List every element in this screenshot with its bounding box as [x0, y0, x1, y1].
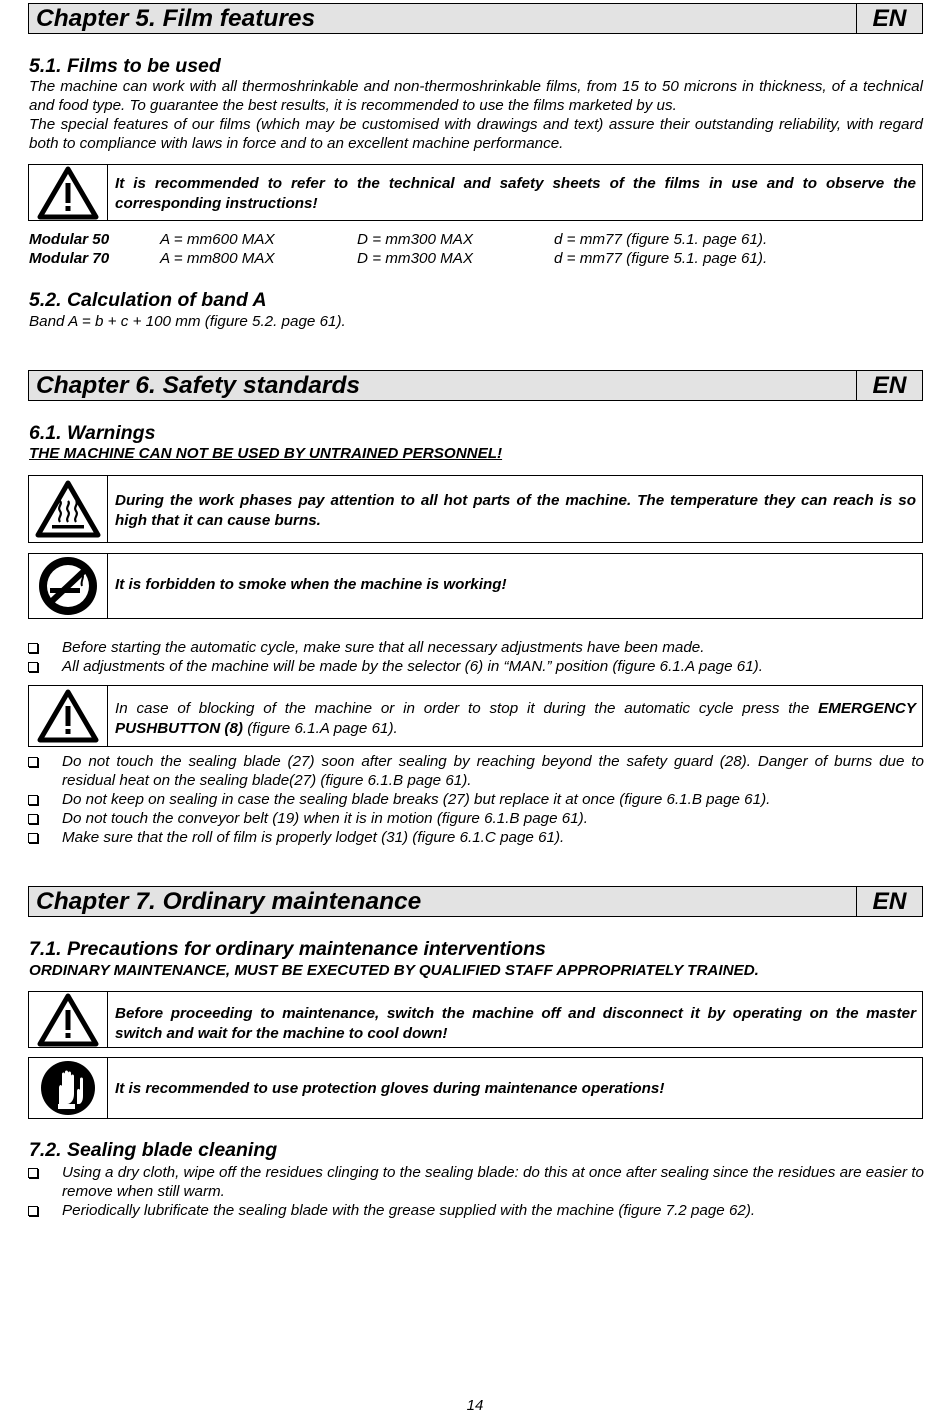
model-d-small: d = mm77 (figure 5.1. page 61).: [554, 250, 768, 267]
switch-off-box: [28, 991, 923, 1048]
model-a: A = mm600 MAX: [160, 231, 275, 248]
no-smoking-icon: [37, 555, 99, 617]
icon-cell: [29, 165, 108, 220]
list-item: [28, 638, 924, 657]
gloves-text: It is recommended to use protection gloves during maintenance operations!: [115, 1080, 665, 1097]
chapter-5-header: [28, 3, 923, 34]
emergency-text: In case of blocking of the machine or in order to stop it during the automatic cycle press the EMERGENCY PUSHBUTTON (8) (figure 6.1.A page 61).: [115, 700, 916, 737]
section-heading-7-1: 7.1. Precautions for ordinary maintenance interventions: [29, 938, 546, 960]
icon-cell: [29, 476, 108, 542]
bullet-checkbox-icon: [28, 1168, 38, 1178]
gloves-box: [28, 1057, 923, 1119]
language-code: EN: [856, 371, 922, 400]
model-a: A = mm800 MAX: [160, 250, 275, 267]
page-number: 14: [466, 1397, 484, 1414]
warning-triangle-icon: [37, 166, 99, 220]
no-smoking-box: [28, 553, 923, 619]
bullet-checkbox-icon: [28, 1206, 38, 1216]
emergency-pushbutton-label: EMERGENCY PUSHBUTTON (8): [115, 700, 916, 737]
hot-parts-box: [28, 475, 923, 543]
band-formula: Band A = b + c + 100 mm (figure 5.2. page 61).: [29, 313, 346, 330]
list-item-text: Do not keep on sealing in case the sealing blade breaks (27) but replace it at once (figure 6.1.B page 61).: [62, 791, 771, 808]
icon-cell: [29, 1058, 108, 1118]
list-item: [28, 1163, 924, 1201]
model-row: [29, 249, 923, 268]
icon-cell: [29, 686, 108, 746]
model-d-big: D = mm300 MAX: [357, 250, 474, 267]
list-item-text: Make sure that the roll of film is properly lodget (31) (figure 6.1.C page 61).: [62, 829, 565, 846]
chapter-title: Chapter 7. Ordinary maintenance: [36, 888, 422, 915]
list-item-text: All adjustments of the machine will be made by the selector (6) in “MAN.” position (figure 6.1.A page 61).: [62, 658, 763, 675]
list-item-text: Do not touch the conveyor belt (19) when it is in motion (figure 6.1.B page 61).: [62, 810, 588, 827]
paragraph: The machine can work with all thermoshrinkable and non-thermoshrinkable films, from 15 to 50 microns in thickness, of a technical and food type. To guarantee the best results, it is recommended to use the films marketed by us.: [29, 78, 923, 114]
icon-cell: [29, 554, 108, 618]
section-heading-6-1: 6.1. Warnings: [29, 422, 156, 444]
model-row: [29, 230, 923, 249]
warning-text: It is recommended to refer to the technical and safety sheets of the films in use and to observe the corresponding instructions!: [115, 175, 916, 212]
gloves-icon: [40, 1060, 96, 1116]
list-item: [28, 657, 924, 676]
model-d-big: D = mm300 MAX: [357, 231, 474, 248]
hot-parts-text: During the work phases pay attention to all hot parts of the machine. The temperature they can reach is so high that it can cause burns.: [115, 492, 916, 529]
list-item-text: Using a dry cloth, wipe off the residues clinging to the sealing blade: do this at once after sealing since the residues are easier to remove when still warm.: [62, 1164, 924, 1200]
warning-box: [28, 164, 923, 221]
list-item: [28, 790, 924, 809]
bullet-checkbox-icon: [28, 795, 38, 805]
model-name: Modular 70: [29, 250, 110, 267]
no-smoking-text: It is forbidden to smoke when the machine is working!: [115, 576, 507, 593]
chapter-7-header: [28, 886, 923, 917]
list-item: [28, 828, 924, 847]
model-d-small: d = mm77 (figure 5.1. page 61).: [554, 231, 768, 248]
emergency-box: [28, 685, 923, 747]
paragraph: The special features of our films (which may be customised with drawings and text) assure their outstanding reliability, with regard both to compliance with laws in force and to an excellent machine performance.: [29, 116, 923, 152]
icon-cell: [29, 992, 108, 1047]
untrained-warning: THE MACHINE CAN NOT BE USED BY UNTRAINED PERSONNEL!: [29, 445, 503, 462]
list-item: [28, 809, 924, 828]
list-item: [28, 752, 924, 790]
list-item: [28, 1201, 924, 1220]
section-heading-5-1: 5.1. Films to be used: [29, 55, 221, 77]
list-item-text: Before starting the automatic cycle, make sure that all necessary adjustments have been made.: [62, 639, 705, 656]
bullet-checkbox-icon: [28, 662, 38, 672]
bullet-checkbox-icon: [28, 757, 38, 767]
bullet-checkbox-icon: [28, 833, 38, 843]
language-code: EN: [856, 4, 922, 33]
bullet-checkbox-icon: [28, 643, 38, 653]
qualified-staff-notice: ORDINARY MAINTENANCE, MUST BE EXECUTED BY QUALIFIED STAFF APPROPRIATELY TRAINED.: [29, 962, 759, 979]
warning-triangle-icon: [37, 993, 99, 1047]
section-heading-5-2: 5.2. Calculation of band A: [29, 289, 267, 311]
list-item-text: Periodically lubrificate the sealing blade with the grease supplied with the machine (figure 7.2 page 62).: [62, 1202, 756, 1219]
switch-off-text: Before proceeding to maintenance, switch the machine off and disconnect it by operating on the master switch and wait for the machine to cool down!: [115, 1005, 916, 1042]
model-name: Modular 50: [29, 231, 110, 248]
language-code: EN: [856, 887, 922, 916]
hot-surface-icon: [35, 480, 101, 538]
section-heading-7-2: 7.2. Sealing blade cleaning: [29, 1139, 278, 1161]
bullet-checkbox-icon: [28, 814, 38, 824]
chapter-title: Chapter 5. Film features: [36, 5, 316, 32]
chapter-6-header: [28, 370, 923, 401]
list-item-text: Do not touch the sealing blade (27) soon after sealing by reaching beyond the safety guard (28). Danger of burns due to residual heat on the sealing blade(27) (figure 6.1.B page 61).: [62, 753, 924, 789]
chapter-title: Chapter 6. Safety standards: [36, 372, 361, 399]
warning-triangle-icon: [37, 689, 99, 743]
